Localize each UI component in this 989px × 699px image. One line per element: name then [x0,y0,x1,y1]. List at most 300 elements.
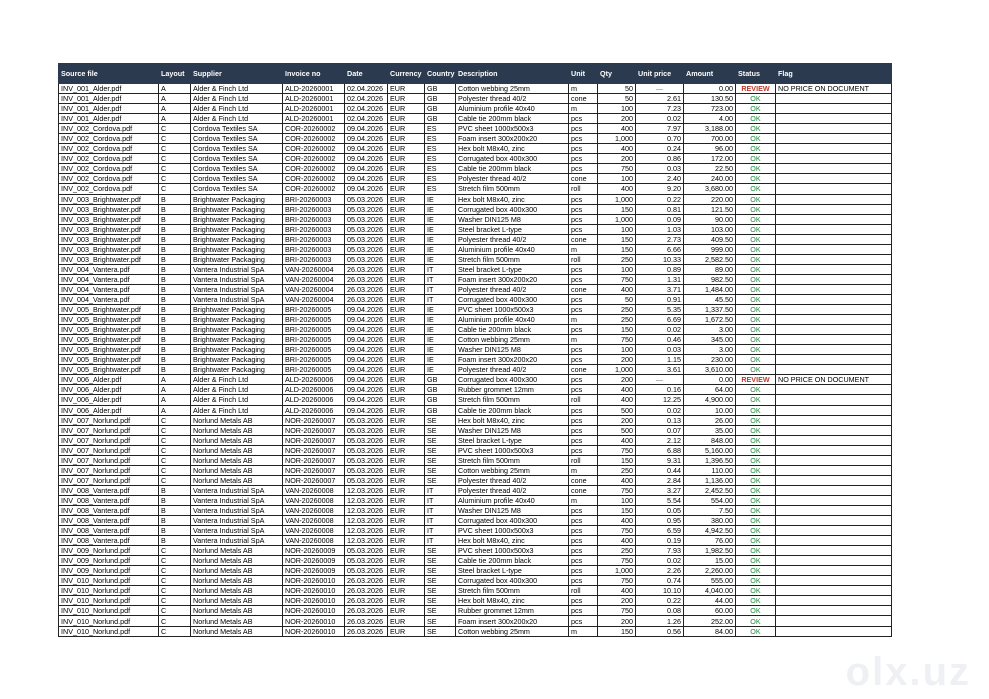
cell-invoice-no[interactable]: ALD-20260001 [283,104,345,114]
cell-flag[interactable] [776,465,892,475]
cell-invoice-no[interactable]: NOR-20260010 [283,616,345,626]
cell-source-file[interactable]: INV_005_Brightwater.pdf [59,305,159,315]
cell-country[interactable]: ES [425,124,456,134]
cell-amount[interactable]: 15.00 [684,556,736,566]
table-row[interactable] [59,445,892,455]
cell-qty[interactable]: 200 [598,616,636,626]
cell-amount[interactable]: 345.00 [684,335,736,345]
cell-date[interactable]: 09.04.2026 [345,365,388,375]
cell-description[interactable]: Steel bracket L-type [456,264,569,274]
cell-description[interactable]: Cable tie 200mm black [456,556,569,566]
cell-currency[interactable]: EUR [388,244,425,254]
cell-amount[interactable]: 3,680.00 [684,184,736,194]
cell-qty[interactable]: 750 [598,485,636,495]
cell-currency[interactable]: EUR [388,536,425,546]
cell-status[interactable]: OK [736,475,776,485]
cell-source-file[interactable]: INV_001_Alder.pdf [59,104,159,114]
cell-unit[interactable]: pcs [569,355,598,365]
table-row[interactable] [59,184,892,194]
cell-layout[interactable]: B [159,495,191,505]
cell-unit[interactable]: pcs [569,124,598,134]
cell-supplier[interactable]: Cordova Textiles SA [191,134,283,144]
col-header-layout[interactable]: Layout [159,64,191,84]
cell-description[interactable]: Cotton webbing 25mm [456,626,569,636]
cell-flag[interactable] [776,194,892,204]
cell-status[interactable]: OK [736,616,776,626]
cell-invoice-no[interactable]: NOR-20260007 [283,435,345,445]
cell-invoice-no[interactable]: COR-20260002 [283,174,345,184]
cell-currency[interactable]: EUR [388,355,425,365]
cell-flag[interactable] [776,244,892,254]
cell-invoice-no[interactable]: NOR-20260009 [283,546,345,556]
table-row[interactable] [59,626,892,636]
cell-description[interactable]: Polyester thread 40/2 [456,485,569,495]
cell-invoice-no[interactable]: ALD-20260001 [283,94,345,104]
cell-unit-price[interactable]: 0.03 [636,345,684,355]
cell-source-file[interactable]: INV_002_Cordova.pdf [59,184,159,194]
cell-description[interactable]: Stretch film 500mm [456,254,569,264]
cell-currency[interactable]: EUR [388,134,425,144]
cell-unit-price[interactable]: 5.54 [636,495,684,505]
table-row[interactable] [59,284,892,294]
cell-source-file[interactable]: INV_005_Brightwater.pdf [59,355,159,365]
cell-invoice-no[interactable]: BRI-20260005 [283,315,345,325]
cell-unit[interactable]: pcs [569,194,598,204]
cell-qty[interactable]: 400 [598,144,636,154]
cell-layout[interactable]: B [159,214,191,224]
cell-invoice-no[interactable]: NOR-20260010 [283,626,345,636]
cell-qty[interactable]: 400 [598,124,636,134]
cell-country[interactable]: ES [425,134,456,144]
cell-amount[interactable]: 240.00 [684,174,736,184]
cell-unit[interactable]: cone [569,485,598,495]
cell-amount[interactable]: 89.00 [684,264,736,274]
cell-description[interactable]: Polyester thread 40/2 [456,284,569,294]
cell-unit[interactable]: pcs [569,616,598,626]
cell-unit[interactable]: cone [569,475,598,485]
table-row[interactable] [59,234,892,244]
cell-country[interactable]: IT [425,536,456,546]
cell-source-file[interactable]: INV_010_Norlund.pdf [59,576,159,586]
cell-supplier[interactable]: Brightwater Packaging [191,244,283,254]
cell-amount[interactable]: 848.00 [684,435,736,445]
cell-unit[interactable]: m [569,84,598,94]
cell-country[interactable]: GB [425,385,456,395]
cell-qty[interactable]: 1,000 [598,134,636,144]
cell-description[interactable]: Hex bolt M8x40, zinc [456,194,569,204]
cell-description[interactable]: PVC sheet 1000x500x3 [456,526,569,536]
cell-description[interactable]: Foam insert 300x200x20 [456,134,569,144]
cell-source-file[interactable]: INV_002_Cordova.pdf [59,124,159,134]
cell-amount[interactable]: 4,942.50 [684,526,736,536]
cell-invoice-no[interactable]: BRI-20260003 [283,214,345,224]
cell-flag[interactable] [776,495,892,505]
cell-unit[interactable]: m [569,315,598,325]
cell-unit-price[interactable]: 0.89 [636,264,684,274]
cell-flag[interactable] [776,164,892,174]
cell-invoice-no[interactable]: BRI-20260005 [283,345,345,355]
cell-invoice-no[interactable]: NOR-20260007 [283,475,345,485]
cell-qty[interactable]: 150 [598,244,636,254]
cell-date[interactable]: 09.04.2026 [345,345,388,355]
cell-unit[interactable]: pcs [569,294,598,304]
cell-status[interactable]: OK [736,626,776,636]
cell-flag[interactable] [776,556,892,566]
cell-amount[interactable]: 999.00 [684,244,736,254]
cell-date[interactable]: 05.03.2026 [345,214,388,224]
cell-invoice-no[interactable]: NOR-20260009 [283,566,345,576]
cell-unit[interactable]: pcs [569,415,598,425]
cell-layout[interactable]: C [159,435,191,445]
cell-currency[interactable]: EUR [388,365,425,375]
cell-amount[interactable]: 35.00 [684,425,736,435]
cell-invoice-no[interactable]: VAN-20260008 [283,526,345,536]
table-row[interactable] [59,475,892,485]
cell-currency[interactable]: EUR [388,606,425,616]
cell-unit[interactable]: pcs [569,596,598,606]
cell-date[interactable]: 09.04.2026 [345,385,388,395]
cell-source-file[interactable]: INV_007_Norlund.pdf [59,465,159,475]
cell-flag[interactable] [776,365,892,375]
cell-amount[interactable]: 1,672.50 [684,315,736,325]
cell-flag[interactable] [776,174,892,184]
cell-flag[interactable] [776,294,892,304]
table-row[interactable] [59,244,892,254]
cell-flag[interactable] [776,284,892,294]
cell-description[interactable]: Rubber grommet 12mm [456,606,569,616]
cell-description[interactable]: Cotton webbing 25mm [456,335,569,345]
cell-unit-price[interactable]: 9.31 [636,455,684,465]
cell-qty[interactable]: 150 [598,234,636,244]
cell-currency[interactable]: EUR [388,475,425,485]
cell-date[interactable]: 26.03.2026 [345,616,388,626]
cell-unit-price[interactable]: 7.23 [636,104,684,114]
cell-amount[interactable]: 230.00 [684,355,736,365]
cell-amount[interactable]: 172.00 [684,154,736,164]
cell-date[interactable]: 05.03.2026 [345,566,388,576]
cell-amount[interactable]: 121.50 [684,204,736,214]
cell-flag[interactable] [776,526,892,536]
cell-status[interactable]: OK [736,495,776,505]
cell-qty[interactable]: 200 [598,415,636,425]
cell-status[interactable]: OK [736,134,776,144]
cell-amount[interactable]: 554.00 [684,495,736,505]
cell-date[interactable]: 26.03.2026 [345,294,388,304]
cell-unit-price[interactable]: 0.24 [636,144,684,154]
cell-currency[interactable]: EUR [388,274,425,284]
cell-source-file[interactable]: INV_006_Alder.pdf [59,405,159,415]
cell-qty[interactable]: 400 [598,475,636,485]
cell-date[interactable]: 12.03.2026 [345,505,388,515]
cell-status[interactable]: OK [736,395,776,405]
cell-supplier[interactable]: Alder & Finch Ltd [191,84,283,94]
cell-date[interactable]: 12.03.2026 [345,536,388,546]
cell-description[interactable]: Hex bolt M8x40, zinc [456,144,569,154]
cell-unit-price[interactable]: 0.13 [636,415,684,425]
cell-unit[interactable]: pcs [569,606,598,616]
table-row[interactable] [59,224,892,234]
cell-supplier[interactable]: Cordova Textiles SA [191,174,283,184]
col-header-amount[interactable]: Amount [684,64,736,84]
cell-date[interactable]: 26.03.2026 [345,284,388,294]
cell-unit-price[interactable]: 3.61 [636,365,684,375]
cell-layout[interactable]: C [159,184,191,194]
cell-layout[interactable]: C [159,616,191,626]
cell-source-file[interactable]: INV_007_Norlund.pdf [59,455,159,465]
cell-currency[interactable]: EUR [388,626,425,636]
cell-currency[interactable]: EUR [388,94,425,104]
cell-flag[interactable] [776,315,892,325]
cell-qty[interactable]: 250 [598,465,636,475]
cell-layout[interactable]: B [159,305,191,315]
cell-date[interactable]: 12.03.2026 [345,495,388,505]
cell-unit-price[interactable]: 0.02 [636,325,684,335]
cell-layout[interactable]: C [159,455,191,465]
cell-currency[interactable]: EUR [388,445,425,455]
cell-status[interactable]: OK [736,234,776,244]
cell-qty[interactable]: 750 [598,274,636,284]
cell-date[interactable]: 02.04.2026 [345,114,388,124]
cell-layout[interactable]: C [159,415,191,425]
cell-invoice-no[interactable]: BRI-20260003 [283,234,345,244]
col-header-flag[interactable]: Flag [776,64,892,84]
cell-date[interactable]: 05.03.2026 [345,204,388,214]
cell-source-file[interactable]: INV_010_Norlund.pdf [59,606,159,616]
cell-currency[interactable]: EUR [388,596,425,606]
cell-unit[interactable]: roll [569,455,598,465]
cell-unit[interactable]: pcs [569,536,598,546]
cell-status[interactable]: OK [736,244,776,254]
table-row[interactable] [59,154,892,164]
cell-currency[interactable]: EUR [388,566,425,576]
cell-country[interactable]: IE [425,194,456,204]
cell-qty[interactable]: 100 [598,174,636,184]
cell-source-file[interactable]: INV_007_Norlund.pdf [59,415,159,425]
cell-currency[interactable]: EUR [388,144,425,154]
cell-qty[interactable]: 200 [598,375,636,385]
col-header-date[interactable]: Date [345,64,388,84]
cell-country[interactable]: SE [425,445,456,455]
cell-qty[interactable]: 100 [598,345,636,355]
cell-date[interactable]: 09.04.2026 [345,335,388,345]
cell-invoice-no[interactable]: ALD-20260006 [283,385,345,395]
cell-currency[interactable]: EUR [388,425,425,435]
cell-country[interactable]: IE [425,305,456,315]
cell-layout[interactable]: B [159,284,191,294]
cell-date[interactable]: 09.04.2026 [345,144,388,154]
cell-invoice-no[interactable]: BRI-20260005 [283,355,345,365]
cell-flag[interactable] [776,455,892,465]
cell-flag[interactable] [776,124,892,134]
cell-currency[interactable]: EUR [388,415,425,425]
cell-country[interactable]: IE [425,365,456,375]
cell-flag[interactable] [776,214,892,224]
cell-layout[interactable]: A [159,405,191,415]
cell-source-file[interactable]: INV_003_Brightwater.pdf [59,204,159,214]
cell-amount[interactable]: 1,982.50 [684,546,736,556]
cell-currency[interactable]: EUR [388,154,425,164]
col-header-invoice-no[interactable]: Invoice no [283,64,345,84]
cell-layout[interactable]: B [159,526,191,536]
cell-country[interactable]: GB [425,114,456,124]
cell-invoice-no[interactable]: BRI-20260003 [283,194,345,204]
cell-country[interactable]: IE [425,355,456,365]
cell-source-file[interactable]: INV_005_Brightwater.pdf [59,315,159,325]
cell-country[interactable]: IT [425,516,456,526]
cell-unit[interactable]: pcs [569,325,598,335]
cell-flag[interactable]: NO PRICE ON DOCUMENT [776,375,892,385]
cell-invoice-no[interactable]: VAN-20260004 [283,284,345,294]
table-row[interactable] [59,586,892,596]
cell-flag[interactable] [776,485,892,495]
col-header-unit[interactable]: Unit [569,64,598,84]
table-row[interactable] [59,536,892,546]
cell-unit-price[interactable]: 0.22 [636,194,684,204]
col-header-status[interactable]: Status [736,64,776,84]
cell-flag[interactable] [776,576,892,586]
table-row[interactable] [59,134,892,144]
cell-supplier[interactable]: Norlund Metals AB [191,556,283,566]
cell-unit[interactable]: pcs [569,114,598,124]
cell-date[interactable]: 12.03.2026 [345,516,388,526]
cell-status[interactable]: OK [736,516,776,526]
col-header-unit-price[interactable]: Unit price [636,64,684,84]
cell-unit[interactable]: pcs [569,505,598,515]
cell-flag[interactable] [776,435,892,445]
cell-supplier[interactable]: Brightwater Packaging [191,254,283,264]
cell-qty[interactable]: 400 [598,435,636,445]
cell-supplier[interactable]: Brightwater Packaging [191,365,283,375]
cell-amount[interactable]: 22.50 [684,164,736,174]
cell-supplier[interactable]: Vantera Industrial SpA [191,284,283,294]
cell-source-file[interactable]: INV_005_Brightwater.pdf [59,345,159,355]
cell-source-file[interactable]: INV_010_Norlund.pdf [59,586,159,596]
cell-status[interactable]: OK [736,526,776,536]
cell-invoice-no[interactable]: VAN-20260004 [283,274,345,284]
cell-source-file[interactable]: INV_004_Vantera.pdf [59,264,159,274]
cell-invoice-no[interactable]: VAN-20260008 [283,516,345,526]
cell-description[interactable]: Washer DIN125 M8 [456,505,569,515]
table-row[interactable] [59,526,892,536]
cell-invoice-no[interactable]: BRI-20260005 [283,305,345,315]
cell-country[interactable]: IT [425,294,456,304]
cell-layout[interactable]: A [159,94,191,104]
cell-description[interactable]: Steel bracket L-type [456,224,569,234]
table-row[interactable] [59,405,892,415]
cell-unit[interactable]: m [569,626,598,636]
cell-supplier[interactable]: Norlund Metals AB [191,606,283,616]
cell-unit-price[interactable]: 0.03 [636,164,684,174]
cell-qty[interactable]: 1,000 [598,214,636,224]
cell-unit-price[interactable]: 0.02 [636,556,684,566]
cell-unit[interactable]: pcs [569,224,598,234]
cell-layout[interactable]: B [159,325,191,335]
cell-layout[interactable]: C [159,425,191,435]
cell-flag[interactable] [776,325,892,335]
cell-layout[interactable]: B [159,485,191,495]
cell-layout[interactable]: C [159,546,191,556]
cell-supplier[interactable]: Brightwater Packaging [191,355,283,365]
table-row[interactable] [59,194,892,204]
cell-amount[interactable]: 5,160.00 [684,445,736,455]
cell-amount[interactable]: 220.00 [684,194,736,204]
cell-unit[interactable]: pcs [569,546,598,556]
cell-amount[interactable]: 90.00 [684,214,736,224]
cell-supplier[interactable]: Vantera Industrial SpA [191,264,283,274]
cell-layout[interactable]: B [159,244,191,254]
cell-source-file[interactable]: INV_009_Norlund.pdf [59,556,159,566]
cell-currency[interactable]: EUR [388,505,425,515]
cell-flag[interactable] [776,335,892,345]
cell-qty[interactable]: 500 [598,405,636,415]
cell-date[interactable]: 09.04.2026 [345,174,388,184]
cell-unit[interactable]: m [569,244,598,254]
cell-unit-price[interactable]: 0.86 [636,154,684,164]
cell-source-file[interactable]: INV_002_Cordova.pdf [59,154,159,164]
cell-amount[interactable]: 1,136.00 [684,475,736,485]
cell-unit-price[interactable]: 2.26 [636,566,684,576]
cell-description[interactable]: Aluminium profile 40x40 [456,315,569,325]
cell-description[interactable]: Cable tie 200mm black [456,114,569,124]
cell-layout[interactable]: A [159,114,191,124]
cell-supplier[interactable]: Vantera Industrial SpA [191,505,283,515]
cell-amount[interactable]: 2,452.50 [684,485,736,495]
cell-status[interactable]: OK [736,315,776,325]
cell-currency[interactable]: EUR [388,586,425,596]
cell-status[interactable]: OK [736,425,776,435]
cell-qty[interactable]: 150 [598,325,636,335]
cell-country[interactable]: SE [425,626,456,636]
cell-description[interactable]: Foam insert 300x200x20 [456,616,569,626]
cell-flag[interactable] [776,505,892,515]
cell-status[interactable]: OK [736,415,776,425]
cell-flag[interactable] [776,355,892,365]
cell-description[interactable]: Polyester thread 40/2 [456,94,569,104]
cell-status[interactable]: OK [736,284,776,294]
cell-status[interactable]: OK [736,385,776,395]
cell-amount[interactable]: 982.50 [684,274,736,284]
cell-unit[interactable]: pcs [569,274,598,284]
cell-source-file[interactable]: INV_002_Cordova.pdf [59,144,159,154]
cell-status[interactable]: OK [736,445,776,455]
cell-unit[interactable]: cone [569,234,598,244]
cell-qty[interactable]: 400 [598,284,636,294]
cell-date[interactable]: 05.03.2026 [345,475,388,485]
table-row[interactable] [59,415,892,425]
cell-unit[interactable]: cone [569,174,598,184]
cell-country[interactable]: GB [425,104,456,114]
cell-qty[interactable]: 50 [598,84,636,94]
cell-invoice-no[interactable]: COR-20260002 [283,144,345,154]
cell-status[interactable]: OK [736,355,776,365]
cell-country[interactable]: IE [425,244,456,254]
cell-status[interactable]: OK [736,365,776,375]
cell-unit[interactable]: pcs [569,516,598,526]
table-row[interactable] [59,375,892,385]
cell-supplier[interactable]: Vantera Industrial SpA [191,536,283,546]
cell-unit[interactable]: pcs [569,425,598,435]
cell-description[interactable]: Corrugated box 400x300 [456,375,569,385]
cell-amount[interactable]: 60.00 [684,606,736,616]
cell-invoice-no[interactable]: VAN-20260008 [283,536,345,546]
cell-source-file[interactable]: INV_007_Norlund.pdf [59,435,159,445]
cell-qty[interactable]: 750 [598,335,636,345]
cell-currency[interactable]: EUR [388,164,425,174]
cell-date[interactable]: 09.04.2026 [345,134,388,144]
cell-source-file[interactable]: INV_008_Vantera.pdf [59,495,159,505]
cell-supplier[interactable]: Cordova Textiles SA [191,184,283,194]
cell-description[interactable]: Polyester thread 40/2 [456,365,569,375]
